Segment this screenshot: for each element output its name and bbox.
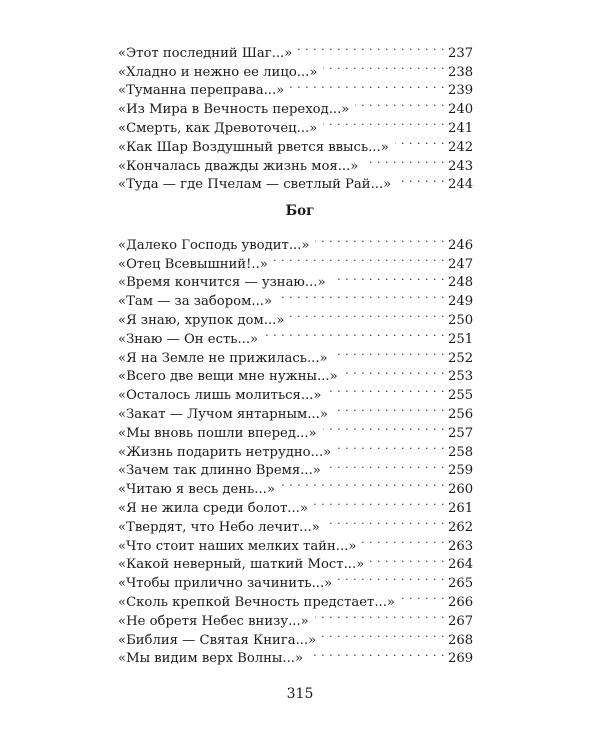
- dot-leader: [274, 249, 445, 268]
- toc-entry-page: 263: [448, 538, 474, 554]
- dot-leader: [323, 57, 445, 76]
- toc-entry-page: 259: [448, 463, 474, 479]
- dot-leader: [326, 512, 445, 531]
- dot-leader: [364, 151, 445, 170]
- toc-entry-title: «Из Мира в Вечность переход...»: [118, 102, 350, 118]
- toc-entry-page: 256: [448, 406, 474, 422]
- toc-entry-title: «Закат — Лучом янтарным...»: [118, 406, 328, 422]
- toc-entry-title: «Смерть, как Древоточец...»: [118, 120, 318, 136]
- toc-entry-page: 252: [448, 350, 474, 366]
- toc-entry-title: «Жизнь подарить нетрудно...»: [118, 444, 332, 460]
- toc-entry-title: «Чтобы прилично зачинить...»: [118, 576, 333, 592]
- toc-entry-title: «Читаю я весь день...»: [118, 482, 275, 498]
- toc-entry-title: «Туда — где Пчелам — светлый Рай...»: [118, 177, 392, 193]
- toc-entry-page: 261: [448, 500, 474, 516]
- toc-entry-page: 243: [448, 158, 474, 174]
- toc-entry-page: 257: [448, 425, 474, 441]
- dot-leader: [323, 418, 445, 437]
- toc-entry-page: 269: [448, 651, 474, 667]
- toc-entry-page: 248: [448, 275, 474, 291]
- toc-entry-title: «Что стоит наших мелких тайн...»: [118, 538, 357, 554]
- toc-entry-title: «Всего две вещи мне нужны...»: [118, 369, 338, 385]
- toc-entry-title: «Я знаю, хрупок дом...»: [118, 312, 285, 328]
- toc-entry-page: 244: [448, 177, 474, 193]
- dot-leader: [337, 437, 445, 456]
- toc-entry-title: «Мы вновь пошли вперед...»: [118, 425, 317, 441]
- toc-entry-title: «Какой неверный, шаткий Мост...»: [118, 557, 365, 573]
- toc-entry-page: 237: [448, 45, 474, 61]
- dot-leader: [370, 550, 445, 569]
- dot-leader: [322, 625, 445, 644]
- toc-entry-page: 267: [448, 613, 474, 629]
- toc-entry-title: «Этот последний Шаг...»: [118, 45, 293, 61]
- toc-entry-title: «Отец Всевышний!..»: [118, 256, 268, 272]
- dot-leader: [315, 230, 445, 249]
- toc-entry-title: «Я на Земле не прижилась...»: [118, 350, 328, 366]
- toc-entry-page: 242: [448, 139, 474, 155]
- dot-leader: [281, 474, 445, 493]
- toc-entry-page: 253: [448, 369, 474, 385]
- toc-entry-page: 241: [448, 120, 474, 136]
- dot-leader: [327, 456, 445, 475]
- toc-entry-title: «Не обретя Небес внизу...»: [118, 613, 309, 629]
- dot-leader: [309, 644, 445, 663]
- toc-list-god: [118, 230, 474, 667]
- toc-entry-page: 262: [448, 519, 474, 535]
- toc-list-continued: [118, 38, 474, 193]
- toc-entry-page: 239: [448, 83, 474, 99]
- dot-leader: [290, 305, 445, 324]
- toc-entry-page: 247: [448, 256, 474, 272]
- toc-entry-page: 251: [448, 331, 474, 347]
- toc-entry-page: 266: [448, 594, 474, 610]
- dot-leader: [314, 493, 445, 512]
- toc-entry-title: «Кончалась дважды жизнь моя...»: [118, 158, 359, 174]
- toc-entry-page: 268: [448, 632, 474, 648]
- toc-entry-title: «Сколь крепкой Вечность предстает...»: [118, 594, 395, 610]
- dot-leader: [401, 587, 445, 606]
- dot-leader: [328, 380, 446, 399]
- dot-leader: [355, 94, 445, 113]
- dot-leader: [334, 343, 445, 362]
- dot-leader: [298, 38, 445, 57]
- toc-entry-title: «Знаю — Он есть...»: [118, 331, 259, 347]
- toc-entry-title: «Зачем так длинно Время...»: [118, 463, 321, 479]
- dot-leader: [264, 324, 445, 343]
- dot-leader: [362, 531, 445, 550]
- dot-leader: [278, 286, 445, 305]
- dot-leader: [332, 268, 445, 287]
- toc-entry-page: 265: [448, 576, 474, 592]
- toc-entry-title: «Твердят, что Небо лечит...»: [118, 519, 320, 535]
- toc-entry-page: 255: [448, 388, 474, 404]
- toc-entry-title: «Осталось лишь молиться...»: [118, 388, 322, 404]
- toc-entry-title: «Время кончится — узнаю...»: [118, 275, 326, 291]
- toc-entry-page: 250: [448, 312, 474, 328]
- page-number: 315: [286, 686, 314, 702]
- toc-entry-title: «Далеко Господь уводит...»: [118, 237, 310, 253]
- dot-leader: [334, 399, 445, 418]
- toc-entry-page: 238: [448, 64, 474, 80]
- toc-entry-title: «Там — за забором...»: [118, 294, 273, 310]
- toc-entry: [118, 230, 474, 253]
- section-heading: Бог: [285, 203, 315, 219]
- dot-leader: [395, 132, 445, 151]
- toc-entry-title: «Туманна переправа...»: [118, 83, 285, 99]
- toc-entry-page: 240: [448, 102, 474, 118]
- toc-entry-title: «Как Шар Воздушный рвется ввысь...»: [118, 139, 389, 155]
- toc-entry-page: 260: [448, 482, 474, 498]
- dot-leader: [397, 170, 445, 189]
- toc-entry-title: «Хладно и нежно ее лицо...»: [118, 64, 318, 80]
- toc-entry-page: 246: [448, 237, 474, 253]
- dot-leader: [344, 362, 445, 381]
- dot-leader: [290, 76, 445, 95]
- toc-entry-page: 258: [448, 444, 474, 460]
- toc-entry-page: 264: [448, 557, 474, 573]
- toc-entry-page: 249: [448, 294, 474, 310]
- toc-entry-title: «Мы видим верх Волны...»: [118, 651, 304, 667]
- dot-leader: [338, 568, 445, 587]
- toc-entry: [118, 38, 474, 61]
- toc-entry-title: «Библия — Святая Книга...»: [118, 632, 317, 648]
- dot-leader: [315, 606, 445, 625]
- dot-leader: [323, 113, 445, 132]
- toc-entry-title: «Я не жила среди болот...»: [118, 500, 308, 516]
